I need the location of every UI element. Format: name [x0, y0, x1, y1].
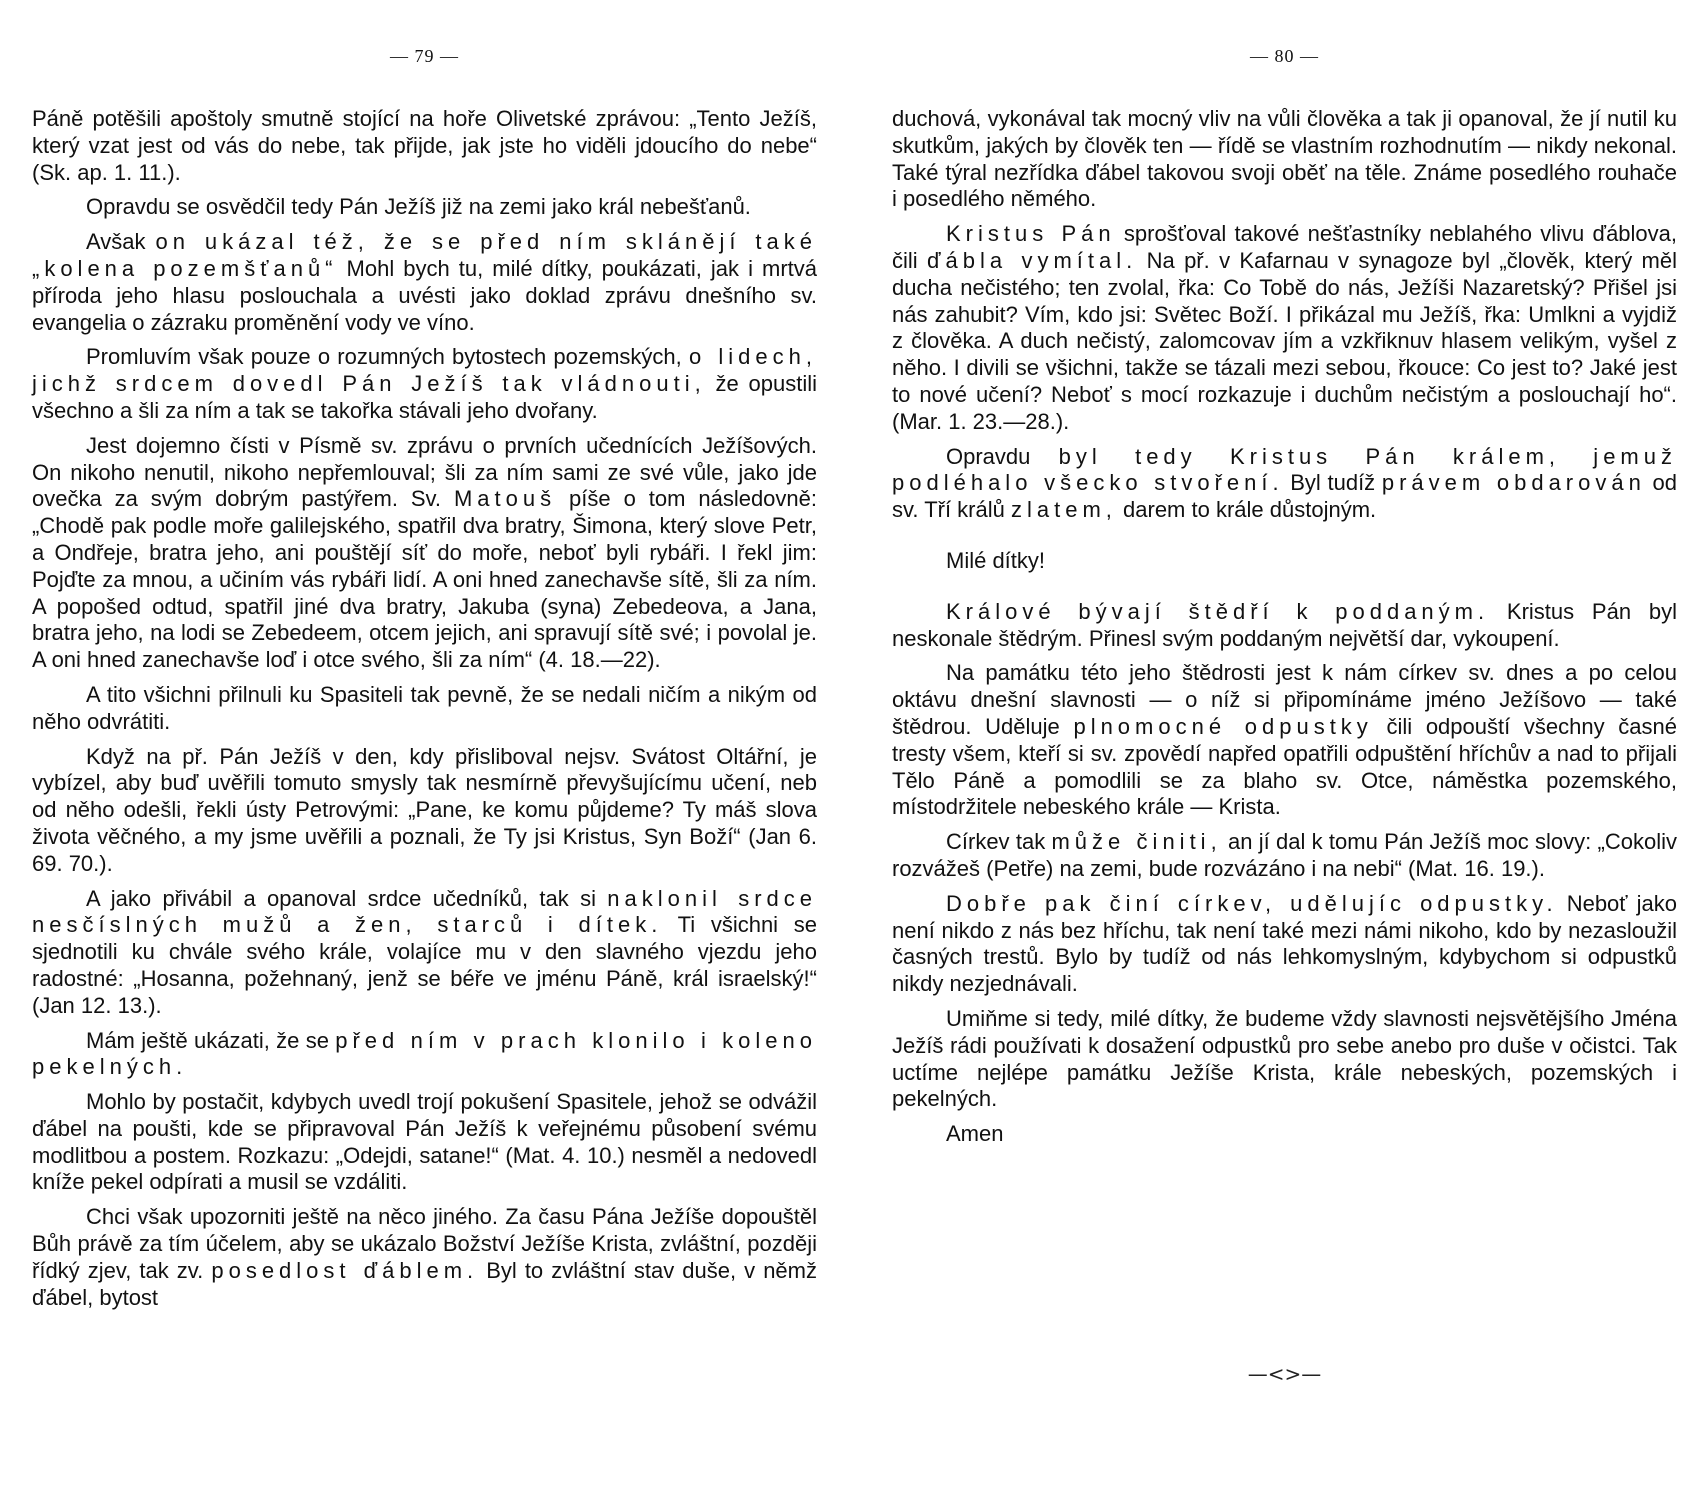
text-run: Avšak	[86, 229, 156, 255]
text-run: Církev tak	[946, 829, 1052, 855]
spaced-emphasis: Králové bývají štědří k poddaným.	[946, 598, 1490, 624]
paragraph	[892, 444, 1677, 524]
spaced-emphasis: byl tedy Kristus Pán králem, jemuž podléhalo všecko stvoření.	[892, 443, 1677, 496]
paragraph	[32, 433, 817, 674]
spaced-emphasis: Kristus Pán	[946, 221, 1116, 247]
ornament-divider: —<>—	[1247, 1362, 1322, 1386]
closing-amen: Amen	[946, 1121, 1004, 1147]
spaced-emphasis: právem obdarován	[1381, 470, 1646, 496]
paragraph	[892, 829, 1677, 883]
page-number-left: — 79 —	[390, 46, 459, 66]
right-text-block	[892, 106, 1677, 1156]
spaced-emphasis: zlatem,	[1010, 497, 1117, 523]
text-run: Ti všichni se sjednotili ku chvále svého krále, volajíce mu v den slavného vjezdu jeho radostné: „Hosanna, požehnaný, jenž se béře ve jménu Páně, král israelský!“ (Jan 12. 13.).	[32, 912, 817, 1018]
spaced-emphasis: Matouš	[453, 486, 557, 512]
text-run: Mám ještě ukázati, že se	[86, 1027, 336, 1053]
paragraph	[32, 1028, 817, 1082]
spaced-emphasis: ďábla vymítal.	[927, 247, 1138, 273]
text-run: Neboť jako není nikdo z nás bez hříchu, tak není také mezi námi nikoho, kdo by nezasloužil časných trestů. Bylo by tudíž od nás lehkomyslným, kdybychom si odpustků nikdy nezjednávali.	[892, 890, 1677, 997]
page-number-right: — 80 —	[1250, 46, 1319, 66]
text-run: Opravdu	[946, 443, 1059, 469]
paragraph: Umiňme si tedy, milé dítky, že budeme vždy slavnosti nejsvětějšího Jména Ježíš rádi používati k dosažení odpustků pro sebe anebo pro duše v očistci. Tak uctíme nejlépe památku Ježíše Krista, krále nebeských, pozemských i pekelných.	[892, 1005, 1677, 1112]
text-run: Byl tudíž	[1283, 470, 1382, 496]
text-run: čili odpouští všechny časné tresty všem, kteří si sv. zpovědí napřed opatřili odpuštění hříchův a nad to přijali Tělo Páně a pomodlili se za blaho sv. Otce, náměstka pozemského, místodržitele nebeského krále — Krista.	[892, 713, 1677, 820]
text-run: darem to krále důstojným.	[1116, 497, 1377, 523]
text-run: Na památku této jeho štědrosti jest k nám církev sv. dnes a po celou oktávu dnešní slavnosti — o níž si připomínáme jméno Ježíšovo — také štědrou. Uděluje	[892, 660, 1677, 739]
text-run: od sv. Tří králů	[892, 470, 1677, 523]
text-run: Mohl bych tu, milé dítky, poukázati, jak i mrtvá příroda jeho hlasu poslouchala a uvésti jako doklad zprávu dnešního sv. evangelia o zázraku proměnění vody ve víno.	[32, 255, 818, 335]
text-run: Byl to zvláštní stav duše, v němž ďábel, bytost	[32, 1257, 817, 1310]
right-page	[892, 0, 1677, 1500]
text-run: sprošťoval takové nešťastníky neblahého vlivu ďáblova, čili	[892, 221, 1678, 273]
spaced-emphasis: Dobře pak činí církev, udělujíc odpustky.	[946, 890, 1558, 916]
paragraph	[32, 886, 817, 1020]
spaced-emphasis: může činiti,	[1051, 829, 1222, 855]
paragraph: Opravdu se osvědčil tedy Pán Ježíš již na zemi jako král nebešťanů.	[86, 194, 751, 220]
text-run: Na př. v Kafarnau v synagoze byl „člověk, který měl ducha nečistého; ten zvolal, řka: Co Tobě do nás, Ježíši Nazaretský? Přišel jsi nás zahubit? Vím, kdo jsi: Světec Boží. I přikázal mu Ježíš, řka: Umlkni a vyjdiž z člověka. A duch nečistý, zalomcovav jím a vzkřiknuv hlasem velikým, vyšel z něho. I divili se všichni, takže se tázali mezi sebou, řkouce: Co jest to? Jaké jest to nové učení? Neboť s mocí rozkazuje i duchům nečistým a poslouchají ho“. (Mar. 1. 23.—28.).	[892, 247, 1677, 434]
text-run: A jako přivábil a opanoval srdce učedníků, tak si	[86, 885, 608, 911]
paragraph	[32, 1204, 817, 1311]
spaced-emphasis: naklonil srdce nesčíslných mužů a žen, starců i dítek.	[32, 885, 817, 938]
text-run: píše o tom následovně: „Chodě pak podle moře galilejského, spatřil dva bratry, Šimona, který slove Petr, a Ondřeje, bratra jeho, ani pouštějí síť do moře, neboť byli rybáři. I řekl jim: Pojďte za mnou, a učiním vás rybáři lidí. A oni hned zanechavše sítě, šli za ním. A popošed odtud, spatřil jiné dva bratry, Jakuba (syna) Zebedeova, a Jana, bratra jeho, na lodi se Zebedeem, otcem jejich, ani spravují sítě své; i povolal je. A oni hned zanechavše loď i otce svého, šli za ním“ (4. 18.—22).	[32, 486, 817, 673]
left-page	[32, 0, 817, 1500]
text-run: Chci však upozorniti ještě na něco jiného. Za času Pána Ježíše dopouštěl Bůh právě za tím účelem, aby se ukázalo Božství Ježíše Krista, zvláštní, později řídký zjev, tak zv.	[32, 1204, 817, 1283]
paragraph	[892, 891, 1677, 998]
paragraph: A tito všichni přilnuli ku Spasiteli tak pevně, že se nedali ničím a nikým od něho odvrátiti.	[32, 681, 817, 734]
spaced-emphasis: plnomocné odpustky	[1073, 713, 1373, 739]
text-run: Jest dojemno čísti v Písmě sv. zprávu o prvních učednících Ježíšových. On nikoho nenutil, nikoho nepřemlouval; šli za ním sami ze své vůle, jako jde ovečka za svým dobrým pastýřem. Sv.	[32, 432, 817, 512]
paragraph: duchová, vykonával tak mocný vliv na vůli člověka a tak ji opanoval, že jí nutil ku skutkům, jakých by člověk ten — řídě se vlastním rozhodnutím — nikdy nekonal. Také týral nezřídka ďábel takovou svoji oběť na těle. Známe posedlého rouhače i posedlého němého.	[892, 106, 1677, 212]
paragraph	[32, 229, 817, 336]
spaced-emphasis: on ukázal též, že se před ním sklánějí také „kolena pozemšťanů“	[32, 229, 817, 281]
paragraph	[892, 599, 1677, 653]
paragraph: Mohlo by postačit, kdybych uvedl trojí pokušení Spasitele, jehož se odvážil ďábel na poušti, kde se připravoval Pán Ježíš k veřejnému působení svému modlitbou a postem. Rozkazu: „Odejdi, satane!“ (Mat. 4. 10.) nesměl a nedovedl kníže pekel odpírati a musil se vzdáliti.	[32, 1089, 817, 1195]
text-run: Promluvím však pouze o rozumných bytostech pozemských,	[86, 344, 689, 370]
paragraph: Páně potěšili apoštoly smutně stojící na hoře Olivetské zprávou: „Tento Ježíš, který vzat jest od vás do nebe, tak přijde, jak jste ho viděli jdoucího do nebe“ (Sk. ap. 1. 11.).	[32, 106, 817, 185]
greeting: Milé dítky!	[946, 547, 1046, 573]
paragraph: Když na př. Pán Ježíš v den, kdy přisliboval nejsv. Svátost Oltářní, je vybízel, aby buď uvěřili tomuto smysly tak nesmírně převyšujícímu učení, neb od něho odešli, řekli ústy Petrovými: „Pane, ke komu půjdeme? Ty máš slova života věčného, a my jsme uvěřili a poznali, že Ty jsi Kristus, Syn Boží“ (Jan 6. 69. 70.).	[32, 743, 817, 876]
paragraph	[892, 221, 1677, 435]
paragraph	[32, 344, 817, 424]
spaced-emphasis: před ním v prach klonilo i koleno pekelných.	[32, 1027, 817, 1080]
paragraph	[892, 660, 1677, 821]
text-run: Kristus Pán byl neskonale štědrým. Přinesl svým poddaným největší dar, vykoupení.	[892, 598, 1677, 651]
text-run: že opustili všechno a šli za ním a tak se takořka stávali jeho dvořany.	[32, 371, 817, 423]
text-run: an jí dal k tomu Pán Ježíš moc slovy: „Cokoliv rozvážeš (Petře) na zemi, bude rozvázáno i na nebi“ (Mat. 16. 19.).	[892, 829, 1677, 881]
spaced-emphasis: o lidech, jichž srdcem dovedl Pán Ježíš tak vládnouti,	[32, 344, 817, 397]
left-text-block	[32, 106, 817, 1319]
spaced-emphasis: posedlost ďáblem.	[211, 1257, 479, 1283]
